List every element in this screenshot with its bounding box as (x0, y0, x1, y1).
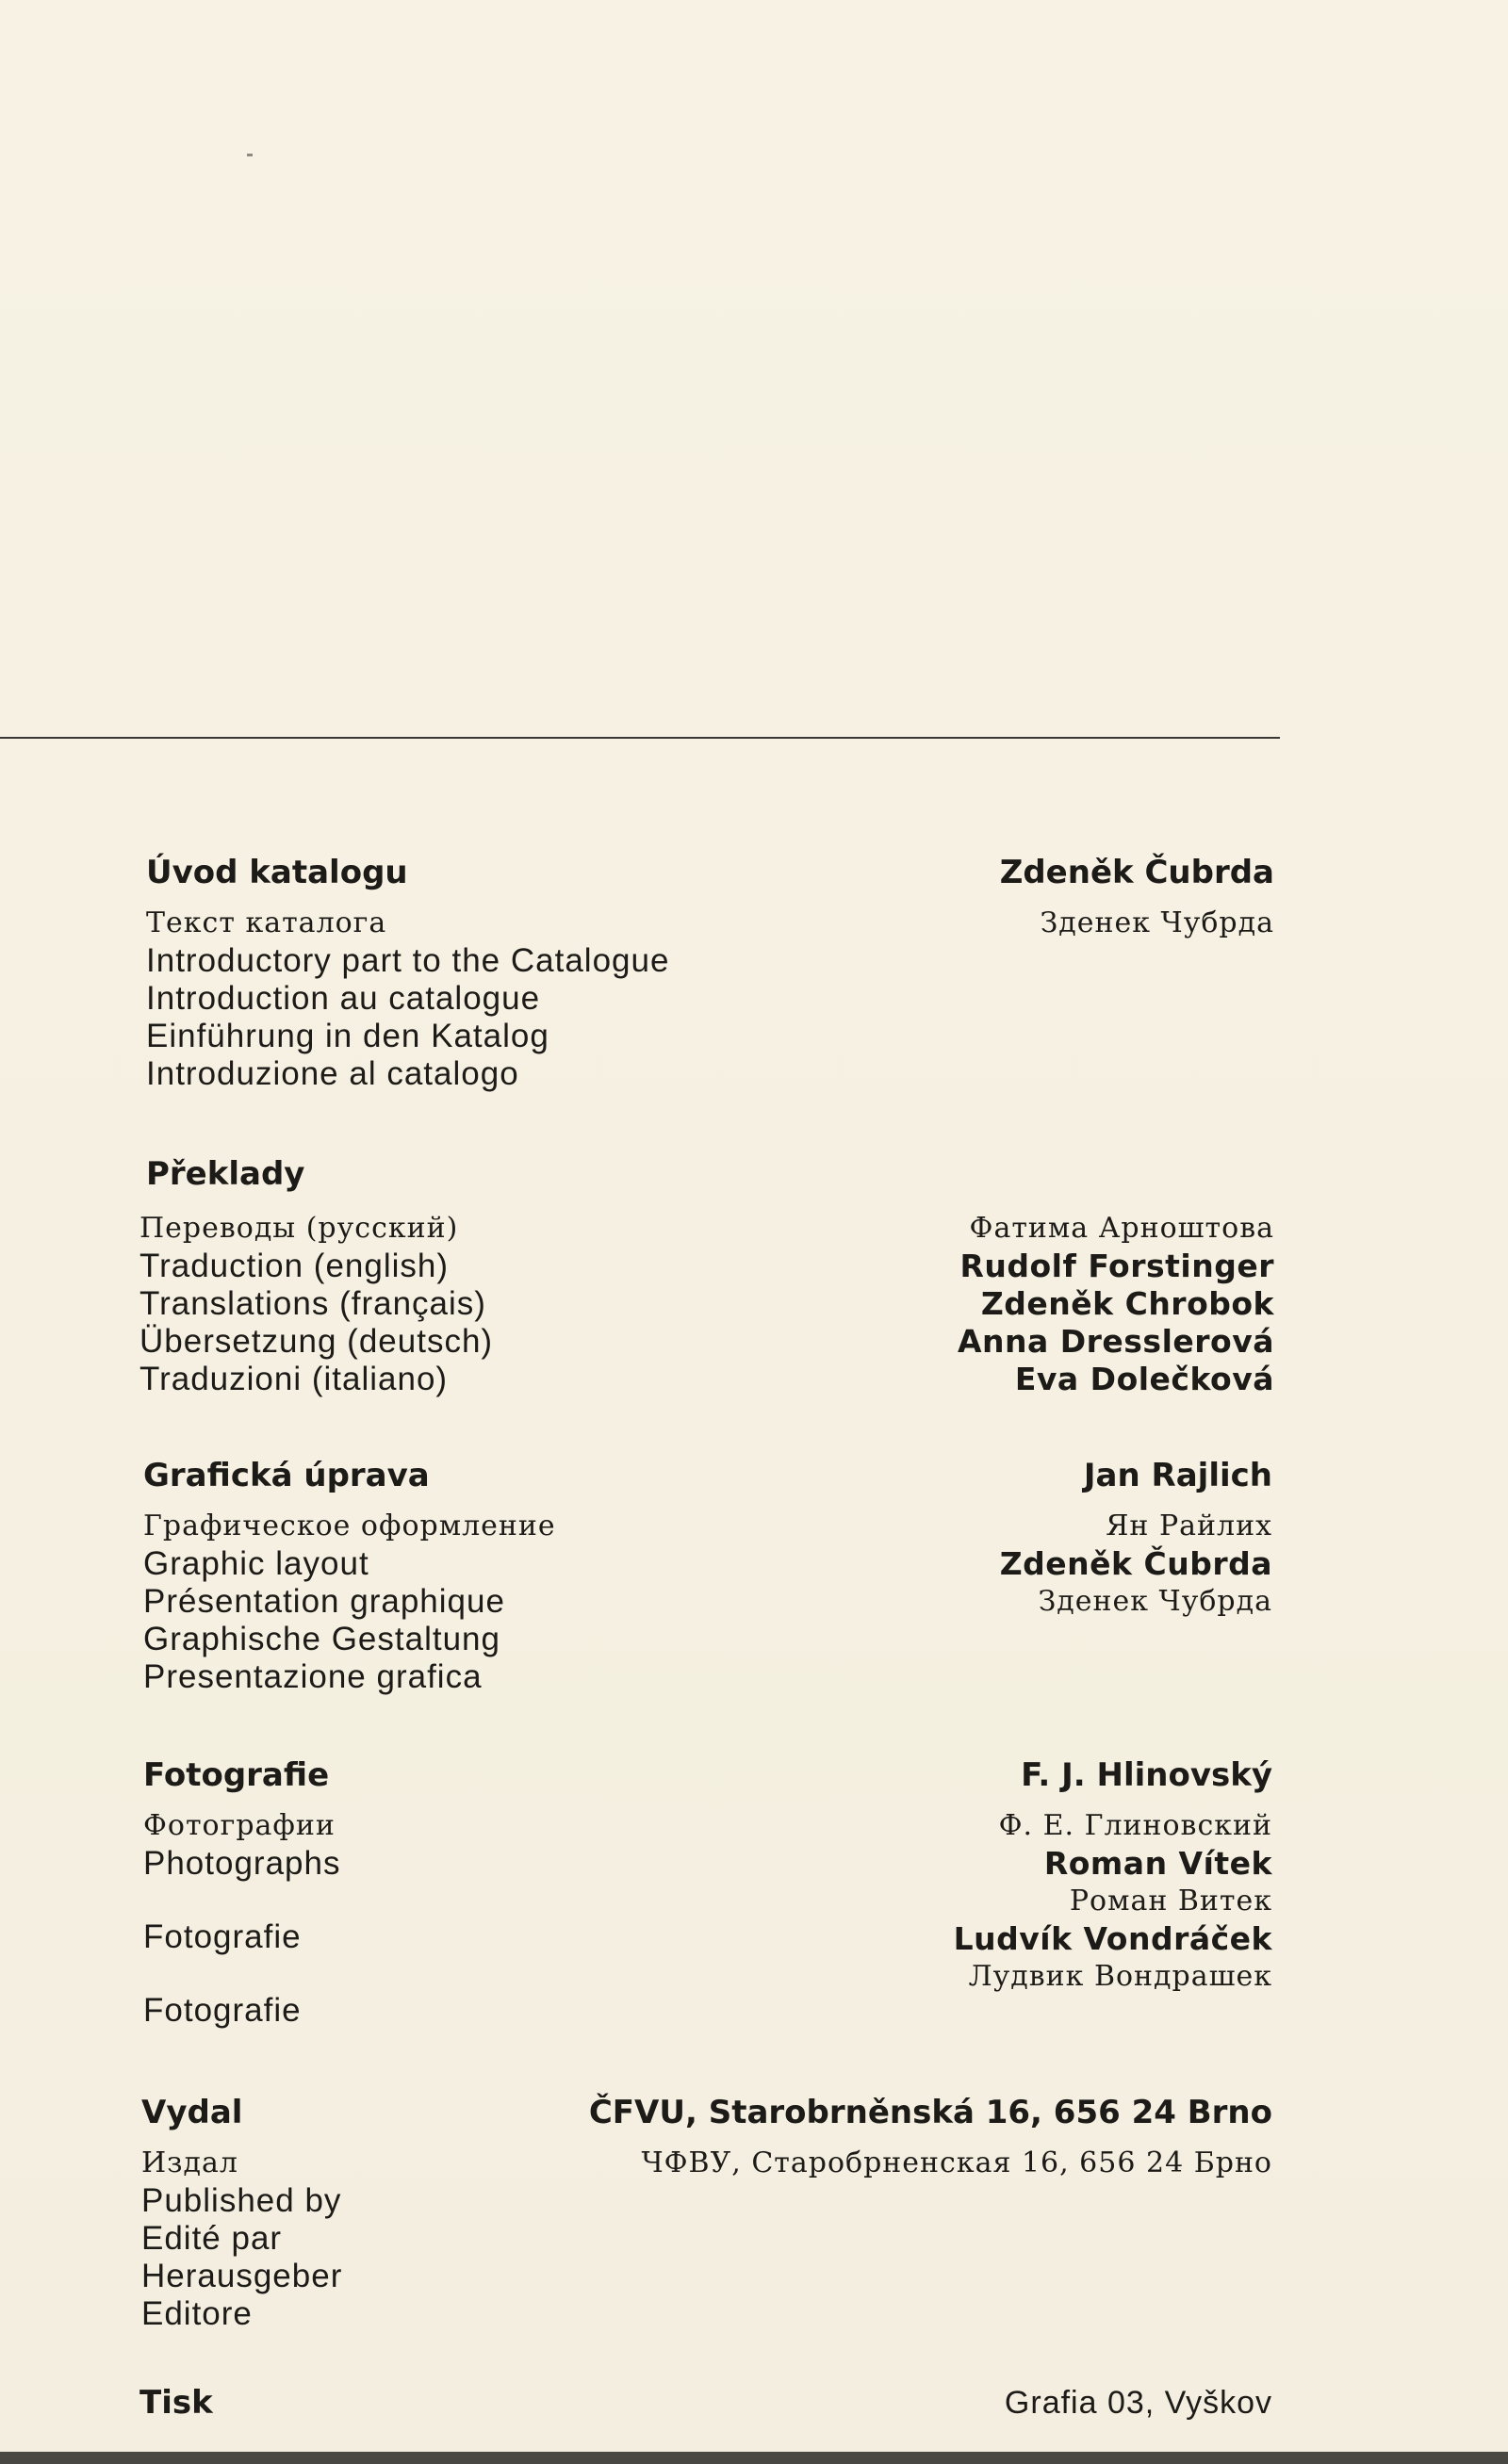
credit-label-ru: Фотографии (143, 1809, 336, 1842)
printer-name: Grafia 03, Vyškov (1004, 2385, 1272, 2421)
credit-label-de: Fotografie (143, 1992, 302, 2029)
credit-name-en: Rudolf Forstinger (959, 1248, 1274, 1284)
credit-name-ru: Ф. Е. Глиновский (998, 1809, 1272, 1842)
credit-name-ru: Ян Райлих (1106, 1509, 1272, 1542)
credit-label-en: Graphic layout (143, 1545, 369, 1582)
credit-name-fr: Zdeněk Chrobok (980, 1285, 1274, 1322)
credit-label-it: Editore (141, 2295, 253, 2332)
section-heading: Překlady (146, 1155, 305, 1193)
credit-label-it: Presentazione grafica (143, 1658, 483, 1695)
credit-label-fr: Translations (français) (139, 1285, 486, 1322)
credit-label-de: Graphische Gestaltung (143, 1621, 500, 1657)
credit-name-ru-2: Зденек Чубрда (1038, 1585, 1272, 1618)
paper-speck (247, 154, 253, 156)
section-heading: Grafická úprava (143, 1457, 430, 1494)
section-heading: Tisk (139, 2384, 213, 2422)
credit-label-fr: Introduction au catalogue (146, 980, 541, 1017)
credit-label-fr: Fotografie (143, 1918, 302, 1955)
section-heading: Úvod katalogu (146, 854, 408, 891)
credit-name-en: Roman Vítek (1043, 1845, 1272, 1882)
credit-name-heading: F. J. Hlinovský (1021, 1756, 1272, 1794)
credit-label-en: Traduction (english) (139, 1248, 450, 1284)
credit-name-it: Eva Dolečková (1014, 1361, 1274, 1397)
publisher-address: ČFVU, Starobrněnská 16, 656 24 Brno (588, 2094, 1272, 2131)
credit-name-ru: Зденек Чубрда (1040, 906, 1274, 939)
credit-label-de: Einführung in den Katalog (146, 1018, 549, 1054)
section-heading: Fotografie (143, 1756, 330, 1794)
credit-label-ru: Издал (141, 2146, 238, 2179)
credit-name-ru-2: Роман Витек (1069, 1885, 1272, 1917)
credit-label-de: Übersetzung (deutsch) (139, 1323, 494, 1360)
credit-label-de: Herausgeber (141, 2258, 343, 2294)
credit-name-ru: Фатима Арноштова (969, 1212, 1274, 1245)
credit-name-en: Zdeněk Čubrda (999, 1545, 1272, 1582)
credit-label-en: Introductory part to the Catalogue (146, 942, 670, 979)
credit-name-de: Anna Dresslerová (957, 1323, 1274, 1360)
credit-label-en: Published by (141, 2182, 342, 2219)
credit-label-ru: Графическое оформление (143, 1509, 556, 1542)
credit-label-en: Photographs (143, 1845, 341, 1882)
credit-label-ru: Текст каталога (146, 906, 387, 939)
credit-name-heading: Zdeněk Čubrda (999, 854, 1274, 891)
page-bottom-edge (0, 2452, 1508, 2464)
credit-name-heading: Jan Rajlich (1083, 1457, 1272, 1494)
section-heading: Vydal (141, 2094, 243, 2131)
credit-label-it: Introduzione al catalogo (146, 1055, 519, 1092)
credit-label-fr: Edité par (141, 2220, 283, 2257)
credit-name-en-2: Ludvík Vondráček (953, 1920, 1272, 1957)
credit-label-it: Traduzioni (italiano) (139, 1361, 449, 1397)
horizontal-rule (0, 737, 1280, 739)
credit-label-ru: Переводы (русский) (139, 1212, 459, 1245)
credit-name-ru-3: Лудвик Вондрашек (968, 1960, 1272, 1993)
credit-label-fr: Présentation graphique (143, 1583, 505, 1620)
publisher-address-ru: ЧФВУ, Старобрненская 16, 656 24 Брно (641, 2146, 1272, 2179)
